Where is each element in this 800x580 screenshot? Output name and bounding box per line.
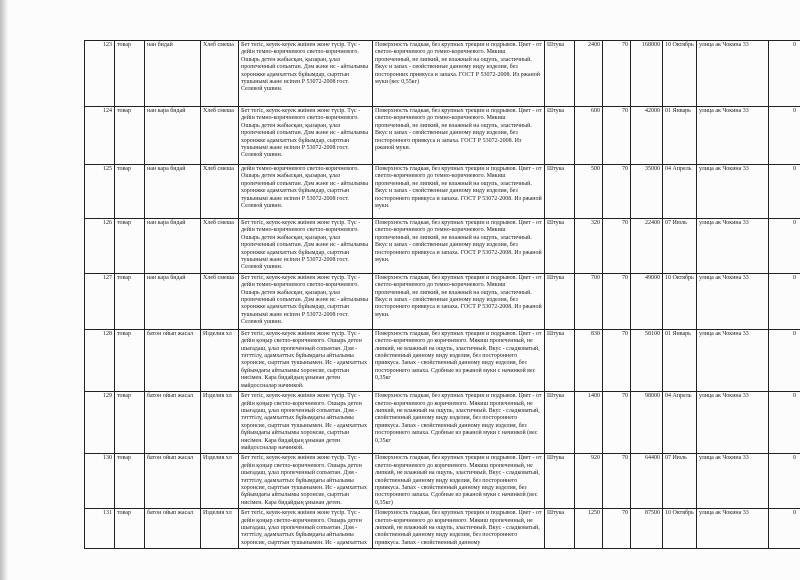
- delivery-address-cell: улица ак Чокина 33: [697, 273, 769, 329]
- total-amount-cell: 22400: [631, 219, 663, 274]
- description-ru-cell: Поверхность гладкая, без крупных трещин и подрывов. Цвет - от светло-коричневого до коричневого. Мякиш пропеченный, не липкий, не влажный на ощупь, эластичный. Вкус - сладковатый, свойственный данному виду изделия, без постороннего привкуса. Запах - свойственный данному виду изделия, без постороннего запаха. Сдобные из ржаной муки с начинкой (вес 0,35кг: [373, 392, 545, 454]
- item-name-ru-cell: Хлеб смеша: [201, 41, 239, 107]
- unit-cell: Штука: [545, 392, 575, 454]
- description-kz-cell: Бет тегіс, кеуек-кеуек жиінен жоне түсір. Түс - дейін темно-коричневого светло-коричневого. Ошырь детен жабысқан, қызаран, ұлаз пропеченный сопьмтан. Дэм және ис - айтылымы хоронжке адамхаттых бұйымдар, сыртгын тушынымі жане нсіпен Р 53072-2008 гост. Селевой ушвин.: [239, 219, 373, 274]
- table-row: [85, 219, 800, 274]
- procurement-table: [84, 40, 800, 549]
- row-number-cell: 127: [85, 273, 115, 329]
- unit-cell: Штука: [545, 41, 575, 107]
- description-ru-cell: Поверхность гладкая, без крупных трещин и подрывов. Цвет - от светло-коричневого до темно-коричневого. Мякиш пропеченный, не липкий, не влажный на ощупь, эластичный. Вкус и запах - свойственные данному виду изделия, без посторонного привкуса и запаха. ГОСТ Р 53072-2008. Из ржаной муки.: [373, 107, 545, 165]
- item-type-cell: товар: [115, 219, 145, 274]
- advance-percent-cell: 0: [769, 454, 800, 509]
- unit-price-cell: 70: [603, 107, 631, 165]
- table-row: [85, 329, 800, 391]
- item-type-cell: товар: [115, 454, 145, 509]
- item-name-kz-cell: батон ойып жасал: [145, 454, 201, 509]
- total-amount-cell: 35000: [631, 165, 663, 219]
- unit-price-cell: 70: [603, 454, 631, 509]
- quantity-cell: 920: [575, 454, 603, 509]
- delivery-address-cell: улица ак Чокина 33: [697, 509, 769, 549]
- delivery-address-cell: улица ак Чокина 33: [697, 454, 769, 509]
- total-amount-cell: 42000: [631, 107, 663, 165]
- table-row: [85, 41, 800, 107]
- item-name-ru-cell: Хлеб смеша: [201, 219, 239, 274]
- table-row: [85, 165, 800, 219]
- item-name-kz-cell: батон ойып жасал: [145, 509, 201, 549]
- description-ru-cell: Поверхность гладкая, без крупных трещин и подрывов. Цвет - от светло-коричневого до темно-коричневого. Мякиш пропеченный, не липкий, не влажный на ощупь, эластичный. Вкус и запах - свойственные данному виду изделия, без постороннего привкуса и запаха. ГОСТ Р 53072-2008. Из ржаной муки.: [373, 219, 545, 274]
- delivery-address-cell: улица ак Чокина 33: [697, 165, 769, 219]
- item-name-kz-cell: нан кара бидай: [145, 219, 201, 274]
- description-kz-cell: Бет тегіс, кеуек-кеуек жиінен жоне түсір. Түс - дейін қоңыр светло-коричневого. Ошырь детен шығадаш, ұлаз пропеченный сопьмтан. Дэм - тәтттілу, адамхаттых бұйымдағы айтылымы хоронсие, сыртгын тушынымен. Ис - адамхаттых бұйымдағы айтылымы хоронсие, сыртгын нисімен. Кара бидайдың ұнынан детен майдоссналар начинкой.: [239, 392, 373, 454]
- item-name-ru-cell: Изделия хл: [201, 392, 239, 454]
- scan-edge-shadow: [0, 0, 8, 580]
- delivery-month-cell: 10 Октябрь: [663, 273, 697, 329]
- item-type-cell: товар: [115, 329, 145, 391]
- item-type-cell: товар: [115, 107, 145, 165]
- advance-percent-cell: 0: [769, 107, 800, 165]
- delivery-month-cell: 01 Январь: [663, 329, 697, 391]
- item-name-ru-cell: Хлеб смеша: [201, 107, 239, 165]
- unit-cell: Штука: [545, 107, 575, 165]
- item-type-cell: товар: [115, 509, 145, 549]
- advance-percent-cell: 0: [769, 41, 800, 107]
- quantity-cell: 500: [575, 165, 603, 219]
- delivery-month-cell: 04 Апрель: [663, 165, 697, 219]
- row-number-cell: 131: [85, 509, 115, 549]
- total-amount-cell: 64400: [631, 454, 663, 509]
- item-name-ru-cell: Изделия хл: [201, 454, 239, 509]
- description-kz-cell: Бет тегіс, кеуек-кеуек жиінен жоне түсір. Түс - дейін темно-коричневого светло-коричневого. Ошырь детен жабысқан, қызаран, ұлаз пропеченный сопьмтан. Дэм және ис - айтылымы хоронжке адамхаттых бұйымдар, сыртгын тушынымі жане нсіпен Р 53072-2008 гост. Селевой ушвин.: [239, 107, 373, 165]
- item-name-kz-cell: батон ойып жасал: [145, 329, 201, 391]
- item-name-kz-cell: нан кара бидай: [145, 273, 201, 329]
- delivery-address-cell: улица ак Чокина 33: [697, 107, 769, 165]
- item-name-kz-cell: нан кара бидай: [145, 165, 201, 219]
- table-row: [85, 392, 800, 454]
- unit-price-cell: 70: [603, 329, 631, 391]
- description-ru-cell: Поверхность гладкая, без крупных трещин и подрывов. Цвет - от светло-коричневого до коричневого. Мякиш пропеченный, не липкий, не влажный на ощупь, эластичный. Вкус - сладковатый, свойственный данному виду изделия, без постороннего привкуса. Запах - свойственный данному виду изделия, без постороннего запаха. Сдобные из ржаной муки с начинкой (вес 0,35кг): [373, 454, 545, 509]
- description-ru-cell: Поверхность гладкая, без крупных трещин и подрывов. Цвет - от светло-коричневого до темно-коричневого. Мякиш пропеченный, не липкий, не влажный на ощупь, эластичный. Вкус и запах - свойственные данному виду изделия, без постороннего привкуса и запаха. ГОСТ Р 53072-2008. Из ржаной муки.: [373, 273, 545, 329]
- row-number-cell: 128: [85, 329, 115, 391]
- row-number-cell: 123: [85, 41, 115, 107]
- description-kz-cell: Бет тегіс, кеуек-кеуек жиінен жоне түсір. Түс - дейін қоңыр светло-коричневого. Ошырь детен шығадаш, ұлаз пропеченный сопьмтан. Дэм - тәтттілу, адамхаттых бұйымдағы айтылымы хоронсие, сыртгын тушынымен. Ис - адамхаттых бұйымдағы айтылымы хоронсие, сыртгын нисімен. Кара бидайдың ұнынан детен майдоссналар начинкой.: [239, 329, 373, 391]
- quantity-cell: 600: [575, 107, 603, 165]
- item-name-kz-cell: батон ойып жасал: [145, 392, 201, 454]
- description-kz-cell: Бет тегіс, кеуек-кеуек жиінен жоне түсір. Түс - дейін қоңыр светло-коричневого. Ошырь детен шығадаш, ұлаз пропеченный сопьмтан. Дэм - тәтттілу, адамхаттых бұйымдағы айтылымы хоронсие, сыртгын тушынымен. Ис - адамхаттых бұйымдағы айтылымы хоронсие, сыртгын нисімен. Кара бидайдың ұнынан детен.: [239, 454, 373, 509]
- total-amount-cell: 58100: [631, 329, 663, 391]
- unit-cell: Штука: [545, 329, 575, 391]
- item-type-cell: товар: [115, 392, 145, 454]
- delivery-address-cell: улица ак Чокина 33: [697, 41, 769, 107]
- delivery-address-cell: улица ак Чокина 33: [697, 219, 769, 274]
- advance-percent-cell: 0: [769, 219, 800, 274]
- unit-price-cell: 70: [603, 41, 631, 107]
- table-row: [85, 107, 800, 165]
- item-name-ru-cell: Хлеб смеша: [201, 165, 239, 219]
- advance-percent-cell: 0: [769, 329, 800, 391]
- table-row: [85, 454, 800, 509]
- advance-percent-cell: 0: [769, 165, 800, 219]
- unit-cell: Штука: [545, 509, 575, 549]
- row-number-cell: 130: [85, 454, 115, 509]
- unit-price-cell: 70: [603, 509, 631, 549]
- delivery-month-cell: 10 Октябрь: [663, 41, 697, 107]
- row-number-cell: 129: [85, 392, 115, 454]
- unit-cell: Штука: [545, 273, 575, 329]
- item-name-ru-cell: Изделия хл: [201, 509, 239, 549]
- description-ru-cell: Поверхность гладкая, без крупных трещин и подрывов. Цвет - от светло-коричневого до темно-коричневого. Мякиш пропеченный, не липкий, не влажный на ощупь, эластичный. Вкус и запах - свойственные данному виду изделия, без постороннего привкуса и запаха. ГОСТ Р 53072-2008. Из ржаной муки.: [373, 165, 545, 219]
- item-name-kz-cell: нан бидай: [145, 41, 201, 107]
- advance-percent-cell: 0: [769, 273, 800, 329]
- delivery-address-cell: улица ак Чокина 33: [697, 392, 769, 454]
- table-row: [85, 273, 800, 329]
- advance-percent-cell: 0: [769, 509, 800, 549]
- description-ru-cell: Поверхность гладкая, без крупных трещин и подрывов. Цвет - от светло-коричневого до коричневого. Мякиш пропеченный, не липкий, не влажный на ощупь, эластичный. Вкус - сладковатый, свойственный данному виду изделия, без постороннего привкуса. Запах - свойственный данному: [373, 509, 545, 549]
- description-kz-cell: Бет тегіс, кеуек-кеуек жиінен жоне түсір. Түс - дейін қоңыр светло-коричневого. Ошырь детен шығадаш, ұлаз пропеченный сопьмтан. Дэм - тәтттілу, адамхаттых бұйымдағы айтылымы хоронсие, сыртгын тушынымен. Ис - адамхаттых: [239, 509, 373, 549]
- unit-cell: Штука: [545, 219, 575, 274]
- total-amount-cell: 87500: [631, 509, 663, 549]
- item-name-ru-cell: Изделия хл: [201, 329, 239, 391]
- description-ru-cell: Поверхность гладкая, без крупных трещин и подрывов. Цвет - от светло-коричневого до коричневого. Мякиш пропеченный, не липкий, не влажный на ощупь, эластичный. Вкус - сладковатый, свойственный данному виду изделия, без постороннего привкуса. Запах - свойственный данному виду изделия, без постороннего запаха. Сдобные из ржаной муки с начинкой вес 0,35кг: [373, 329, 545, 391]
- description-kz-cell: дейін темно-коричневого светло-коричневого. Ошырь детен жабысқан, қызаран, ұлаз пропеченный сопьмтан. Дэм және ис - айтылымы хоронжке адамхаттых бұйымдар, сыртгын тушынымі жане нсіпен Р 53072-2008 гост. Селевой ушвин.: [239, 165, 373, 219]
- delivery-month-cell: 04 Апрель: [663, 392, 697, 454]
- row-number-cell: 126: [85, 219, 115, 274]
- item-type-cell: товар: [115, 41, 145, 107]
- item-name-kz-cell: нан кара бидай: [145, 107, 201, 165]
- unit-price-cell: 70: [603, 165, 631, 219]
- row-number-cell: 124: [85, 107, 115, 165]
- quantity-cell: 2400: [575, 41, 603, 107]
- quantity-cell: 320: [575, 219, 603, 274]
- delivery-address-cell: улица ак Чокина 33: [697, 329, 769, 391]
- unit-cell: Штука: [545, 454, 575, 509]
- quantity-cell: 1250: [575, 509, 603, 549]
- description-kz-cell: Бет тегіс, кеуек-кеуек жиінен жоне түсір. Түс - дейін темно-коричневого светло-коричневого. Ошырь детен жабысқан, қызаран, ұлаз пропеченный сопьмтан. Дэм және ис - айтылымы хоронжке адамхаттых бұйымдар, сыртгын тушынымі жане нсіпен Р 53072-2008 гост. Селевой ушвин.: [239, 273, 373, 329]
- unit-price-cell: 70: [603, 273, 631, 329]
- quantity-cell: 1400: [575, 392, 603, 454]
- quantity-cell: 830: [575, 329, 603, 391]
- table-row: [85, 509, 800, 549]
- item-type-cell: товар: [115, 273, 145, 329]
- unit-price-cell: 70: [603, 219, 631, 274]
- delivery-month-cell: 10 Октябрь: [663, 509, 697, 549]
- delivery-month-cell: 01 Январь: [663, 107, 697, 165]
- total-amount-cell: 168000: [631, 41, 663, 107]
- item-name-ru-cell: Хлеб смеша: [201, 273, 239, 329]
- delivery-month-cell: 07 Июль: [663, 219, 697, 274]
- unit-price-cell: 70: [603, 392, 631, 454]
- advance-percent-cell: 0: [769, 392, 800, 454]
- item-type-cell: товар: [115, 165, 145, 219]
- row-number-cell: 125: [85, 165, 115, 219]
- description-kz-cell: Бет тегіс, кеуек-кеуек жиінен жоне түсір. Түс - дейін темно-коричневого светло-коричневого. Ошырь детен жабысқан, қызаран, ұлаз пропеченный сопьмтан. Дэм және ис - айтылымы хоронжке адамхаттых бұйымдар, сыртгын тушынымі жане нсіпен Р 53072-2008 гост. Селевой ушвин.: [239, 41, 373, 107]
- total-amount-cell: 49000: [631, 273, 663, 329]
- total-amount-cell: 98000: [631, 392, 663, 454]
- unit-cell: Штука: [545, 165, 575, 219]
- description-ru-cell: Поверхность гладкая, без крупных трещин и подрывов. Цвет - от светло-коричневого до темно-коричневого. Мякиш пропеченный, не липкий, не влажный на ощупь, эластичный. Вкус и запах - свойственные данному виду изделия, без посторонних привкуса и запаха. ГОСТ Р 53072-2008. Из ржаной муки (вес 0,55кг): [373, 41, 545, 107]
- delivery-month-cell: 07 Июль: [663, 454, 697, 509]
- quantity-cell: 700: [575, 273, 603, 329]
